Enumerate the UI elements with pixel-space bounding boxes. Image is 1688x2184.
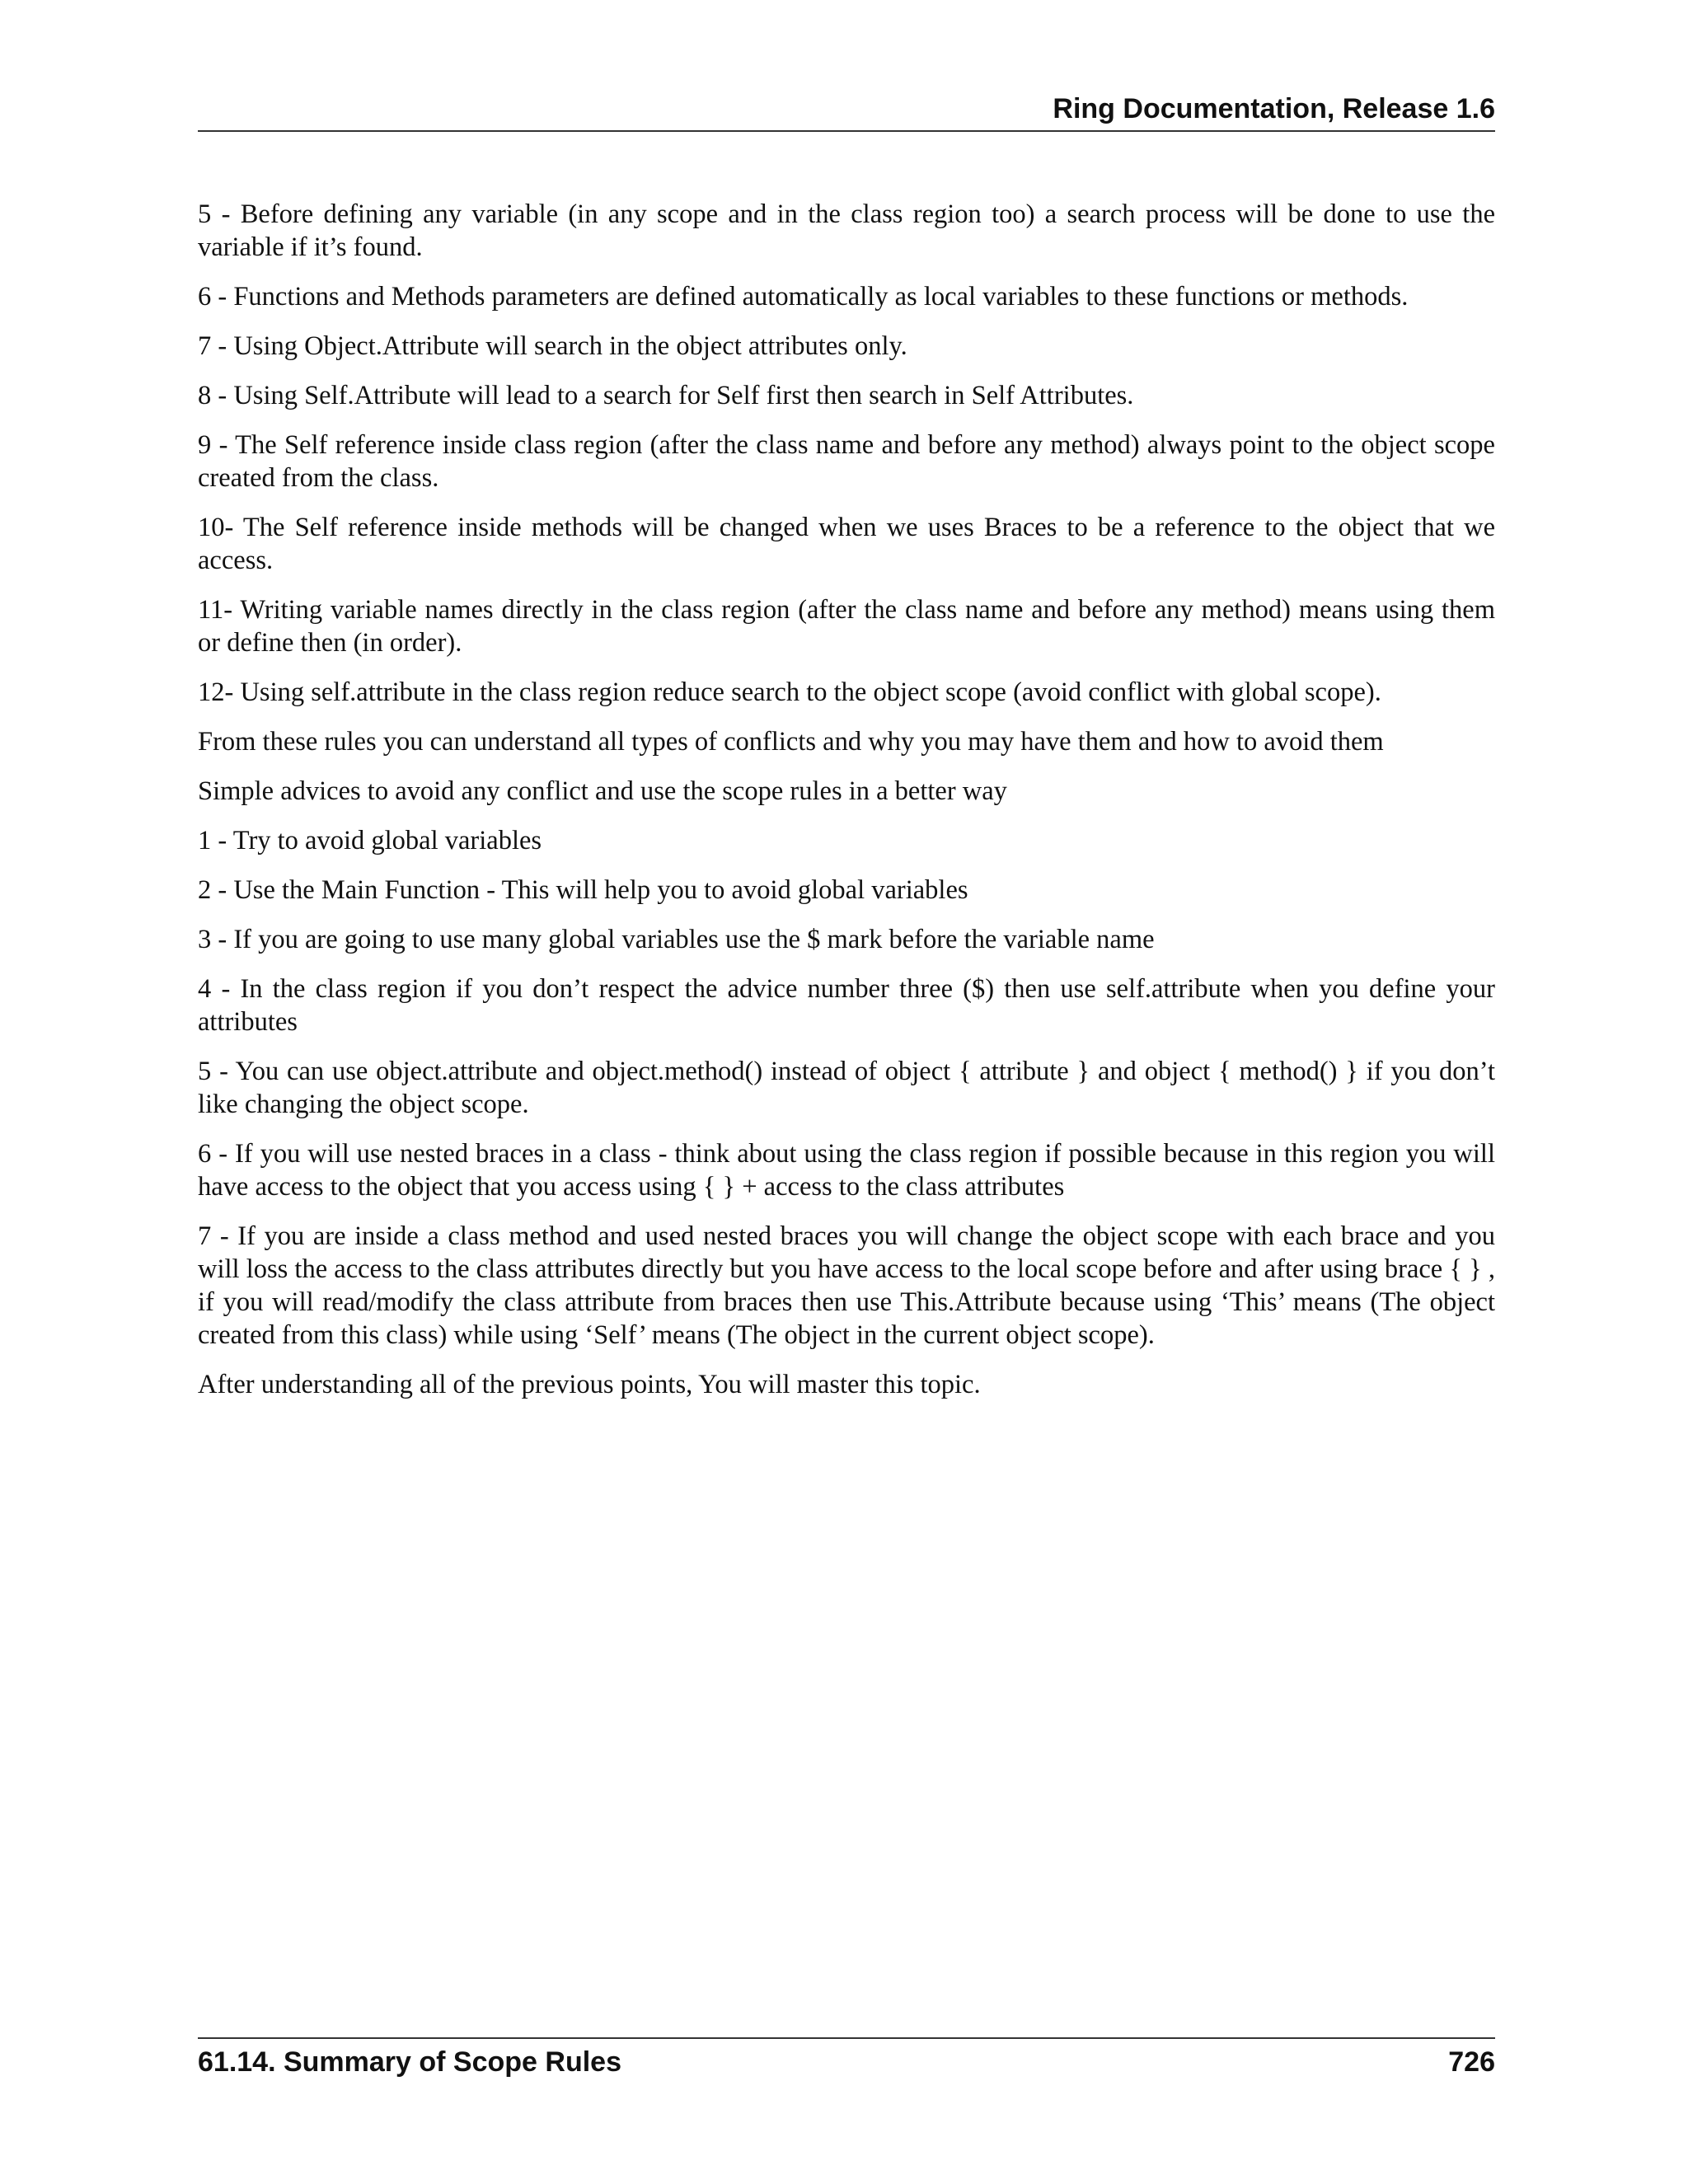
paragraph-advice-5: 5 - You can use object.attribute and object.method() instead of object { attribute } and object { method() } if you don’t like changing the object scope. — [198, 1057, 1495, 1119]
paragraph-rule-7: 7 - Using Object.Attribute will search in the object attributes only. — [198, 331, 907, 361]
paragraph-conclusion: After understanding all of the previous points, You will master this topic. — [198, 1370, 981, 1399]
page-footer — [198, 2037, 1495, 2080]
paragraph-rule-5: 5 - Before defining any variable (in any scope and in the class region too) a search process will be done to use the variable if it’s found. — [198, 199, 1495, 262]
paragraph-rule-10: 10- The Self reference inside methods will be changed when we uses Braces to be a reference to the object that we access. — [198, 513, 1495, 575]
paragraph-advice-3: 3 - If you are going to use many global variables use the $ mark before the variable name — [198, 925, 1155, 954]
paragraph-advice-4: 4 - In the class region if you don’t respect the advice number three ($) then use self.attribute when you define your attributes — [198, 974, 1495, 1037]
paragraph-rule-9: 9 - The Self reference inside class region (after the class name and before any method) always point to the object scope created from the class. — [198, 430, 1495, 493]
footer-section-title: 61.14. Summary of Scope Rules — [198, 2046, 621, 2078]
paragraph-advice-6: 6 - If you will use nested braces in a class - think about using the class region if possible because in this region you will have access to the object that you access using { } + access to the class attributes — [198, 1139, 1495, 1202]
paragraph-advice-2: 2 - Use the Main Function - This will help you to avoid global variables — [198, 875, 968, 905]
document-title: Ring Documentation, Release 1.6 — [1053, 93, 1495, 124]
paragraph-advice-7: 7 - If you are inside a class method and used nested braces you will change the object scope with each brace and you will loss the access to the class attributes directly but you have access to the local scope before and after using brace { } , if you will read/modify the class attribute from braces then use This.Attribute because using ‘This’ means (The object created from this class) while using ‘Self’ means (The object in the current object scope). — [198, 1221, 1495, 1350]
page-number: 726 — [1448, 2046, 1495, 2078]
paragraph-rule-12: 12- Using self.attribute in the class region reduce search to the object scope (avoid conflict with global scope). — [198, 677, 1381, 707]
paragraph-rule-11: 11- Writing variable names directly in the class region (after the class name and before any method) means using them or define then (in order). — [198, 595, 1495, 658]
paragraph-conflicts-intro: From these rules you can understand all types of conflicts and why you may have them and how to avoid them — [198, 727, 1384, 757]
main-content — [198, 198, 1495, 1418]
page-header — [198, 92, 1495, 132]
paragraph-advices-intro: Simple advices to avoid any conflict and use the scope rules in a better way — [198, 776, 1007, 806]
paragraph-rule-6: 6 - Functions and Methods parameters are defined automatically as local variables to these functions or methods. — [198, 282, 1409, 312]
paragraph-advice-1: 1 - Try to avoid global variables — [198, 826, 542, 855]
paragraph-rule-8: 8 - Using Self.Attribute will lead to a search for Self first then search in Self Attributes. — [198, 381, 1134, 410]
